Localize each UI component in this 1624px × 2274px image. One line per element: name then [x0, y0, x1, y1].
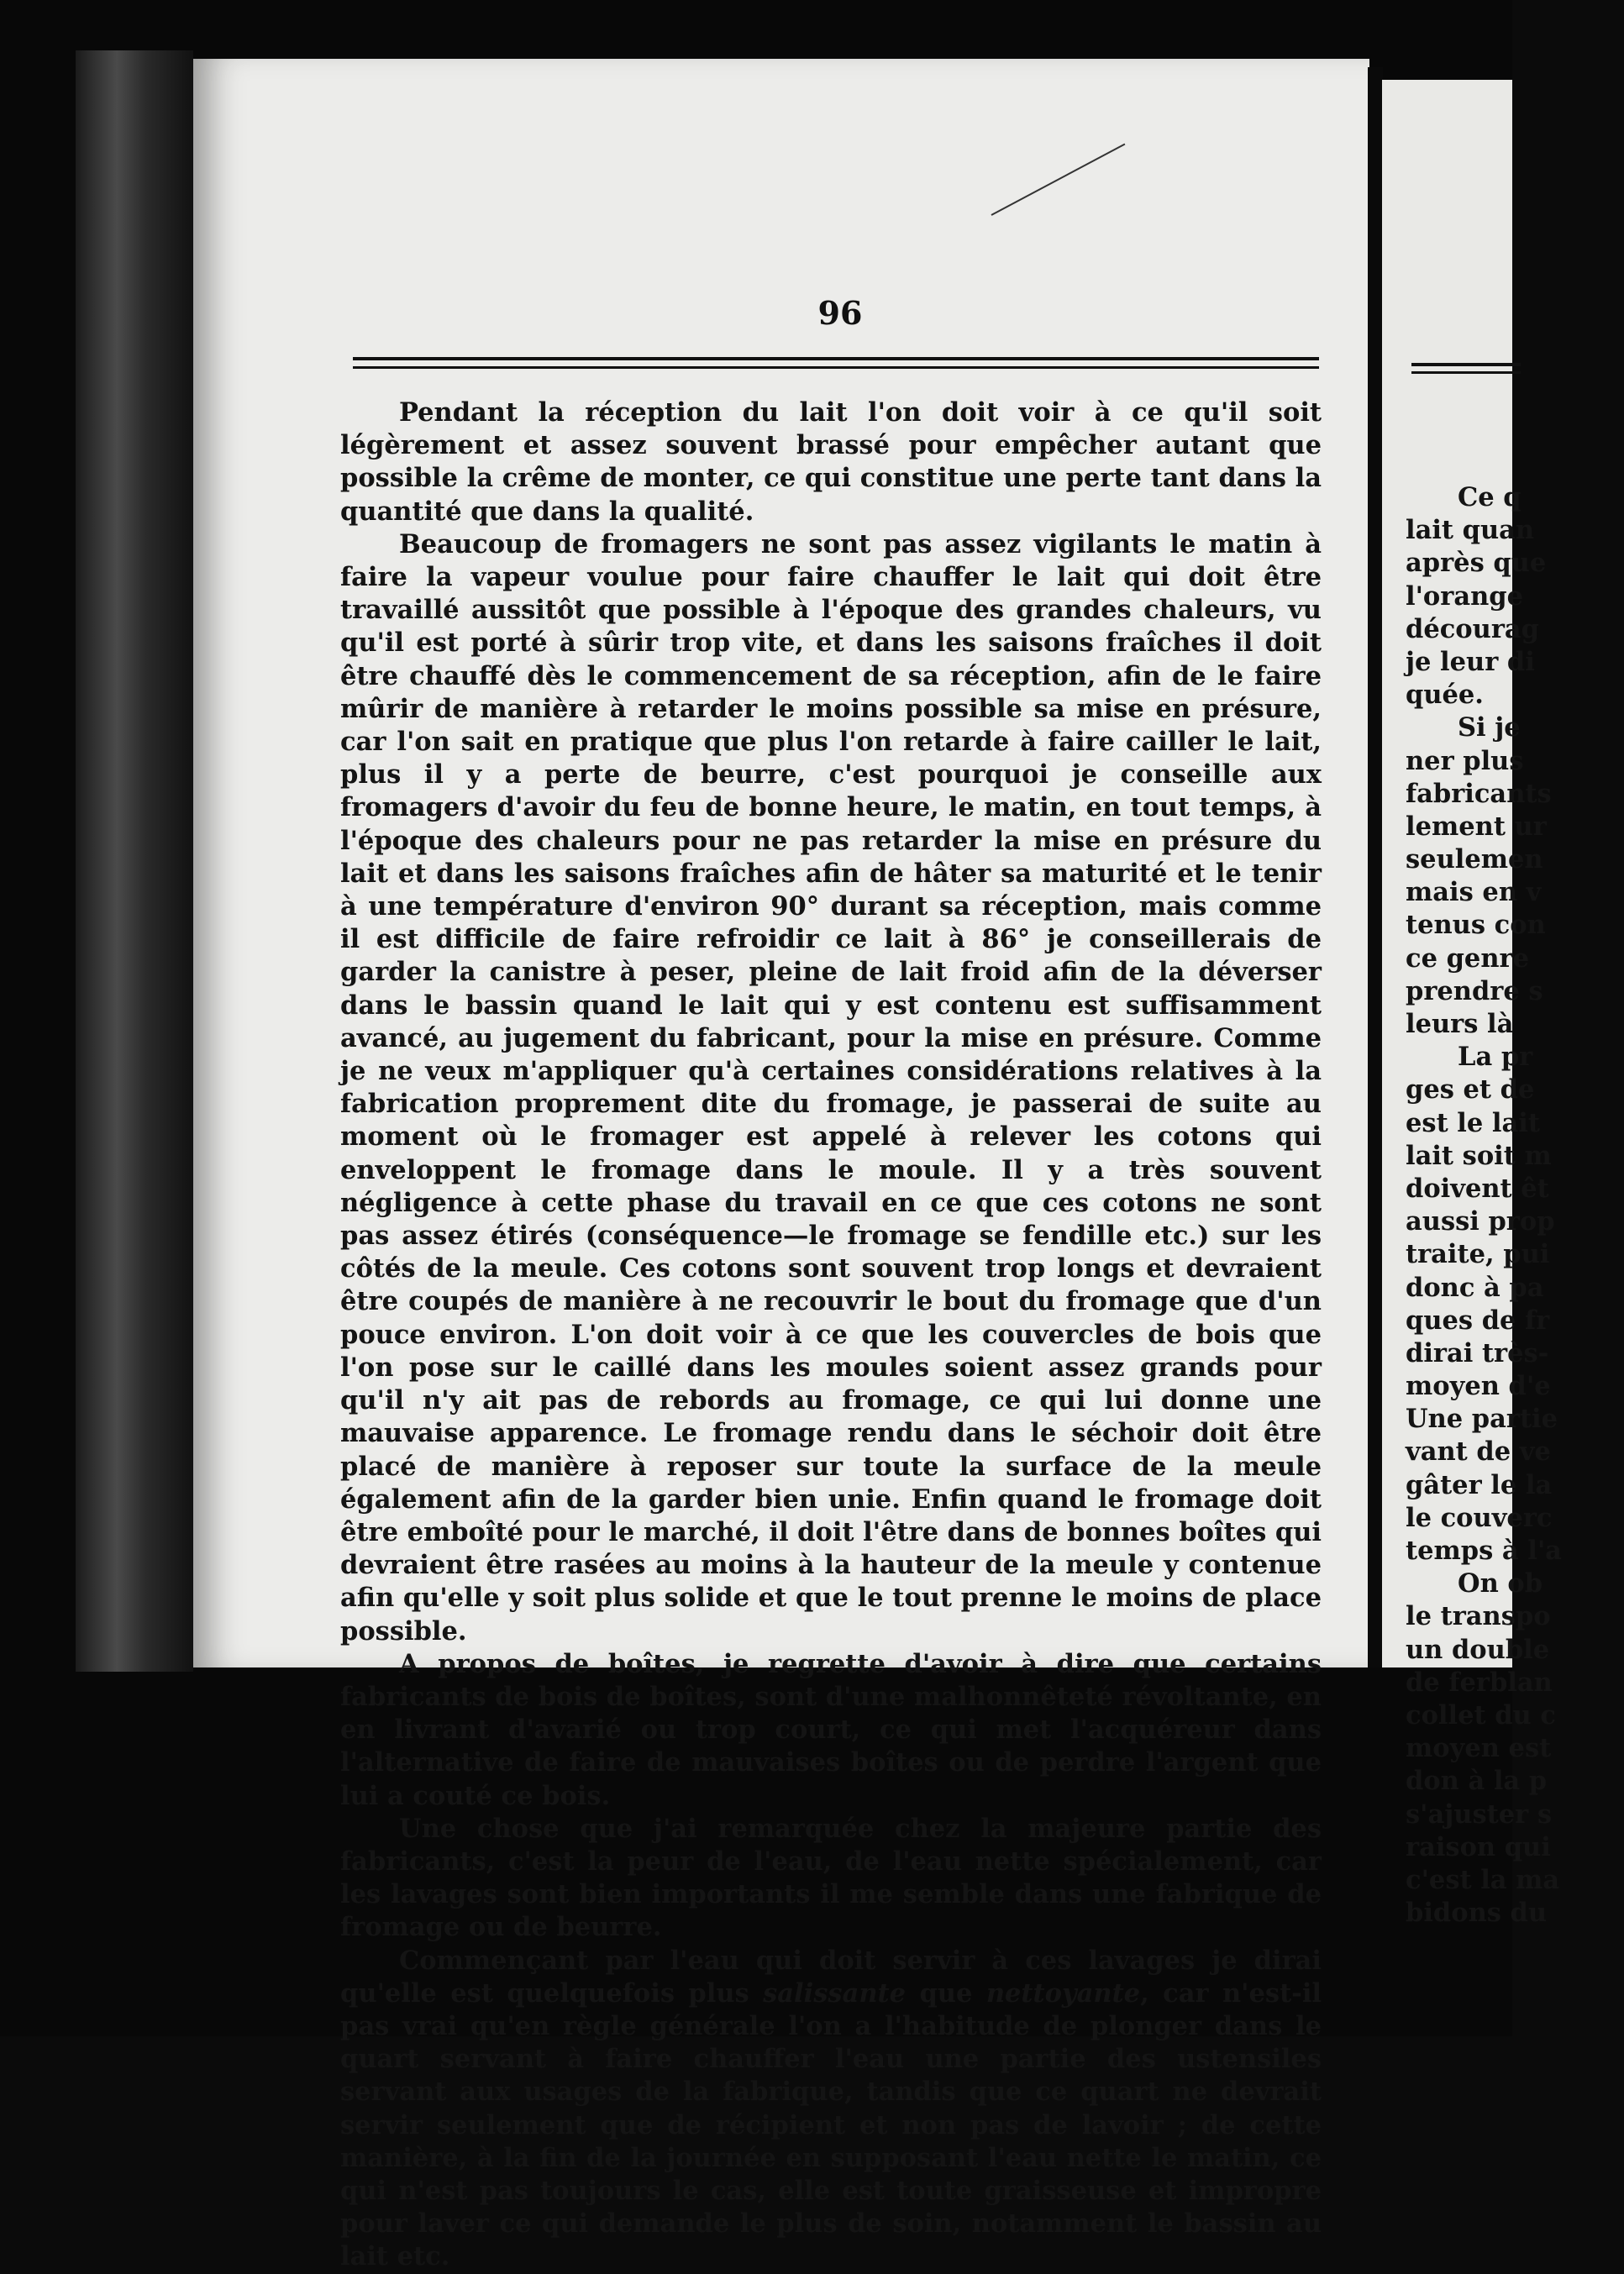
right-page-line: traite, pui: [1406, 1239, 1550, 1270]
header-rule: [353, 357, 1319, 360]
right-page-line: La pr: [1458, 1042, 1533, 1073]
right-page-line: moyen d'e: [1406, 1371, 1551, 1402]
right-page-line: dirai très-: [1406, 1337, 1549, 1368]
right-page-line: aussi prop: [1406, 1206, 1555, 1237]
right-page-line: de ferblan: [1406, 1667, 1553, 1698]
book-binding: [76, 50, 193, 1672]
right-page-line: Ce q: [1458, 482, 1522, 512]
right-page-line: gâter le la: [1406, 1469, 1553, 1500]
body-text: [340, 397, 1322, 2274]
right-page-line: un double: [1406, 1634, 1550, 1665]
right-page-line: donc à pa: [1406, 1272, 1544, 1303]
right-page-line: doivent êt: [1406, 1173, 1549, 1204]
italic-word: salissante: [763, 1977, 907, 2009]
right-page-line: ner plus: [1406, 745, 1524, 776]
right-page-line: On ob: [1458, 1568, 1543, 1599]
right-page-line: collet du c: [1406, 1699, 1556, 1730]
paragraph-text: , car n'est-il pas vrai qu'en règle générale l'on a l'habitude de plonger dans le quart servant à faire chauffer l'eau une partie des ustensiles servant aux usages de la fabrique, tandis que ce quart ne devrait servir seulement que de récipient et non pas de lavoir ; de cette manière, à la fin de la journée en supposant l'eau nette le matin, ce qui n'est pas toujours le cas, elle est toute graisseuse et impropre pour laver ce qui demande le plus de soin, notamment le bassin au lait etc.: [340, 1977, 1322, 2272]
right-page-line: lait soit m: [1406, 1140, 1552, 1171]
right-page-line: vant de ve: [1406, 1436, 1551, 1468]
paragraph: Une chose que j'ai remarquée chez la majeure partie des fabricants, c'est la peur de l'eau, de l'eau nette spécialement, car les lavages sont bien importants il me semble dans une fabrique de fromage ou de beurre.: [340, 1813, 1322, 1943]
header-rule-right: [1411, 363, 1521, 366]
right-page-text: [1406, 481, 1624, 1930]
right-page-line: leurs là: [1406, 1009, 1514, 1039]
right-page-line: le couverc: [1406, 1502, 1553, 1533]
paragraph: Beaucoup de fromagers ne sont pas assez vigilants le matin à faire la vapeur voulue pour faire chauffer le lait qui doit être travaillé aussitôt que possible à l'époque des grandes chaleurs, vu qu'il est porté à sûrir trop vite, et dans les saisons fraîches il doit être chauffé dès le commencement de sa réception, afin de le faire mûrir de manière à retarder le moins possible sa mise en présure, car l'on sait en pratique que plus l'on retarde à faire cailler le lait, plus il y a perte de beurre, c'est pourquoi je conseille aux fromagers d'avoir du feu de bonne heure, le matin, en tout temps, à l'époque des chaleurs pour ne pas retarder la mise en présure du lait et dans les saisons fraîches afin de hâter sa maturité et le tenir à une température d'environ 90° durant sa réception, mais comme il est difficile de faire refroidir ce lait à 86° je conseillerais de garder la canistre à peser, pleine de lait froid afin de la déverser dans le bassin quand le lait qui y est contenu est suffisamment avancé, au jugement du fabricant, pour la mise en présure. Comme je ne veux m'appliquer qu'à certaines considérations relatives à la fabrication proprement dite du fromage, je passerai de suite au moment où le fromager est appelé à relever les cotons qui enveloppent le fromage dans le moule. Il y a très souvent négligence à cette phase du travail en ce que ces cotons ne sont pas assez étirés (conséquence—le fromage se fendille etc.) sur les côtés de la meule. Ces cotons sont souvent trop longs et devraient être coupés de manière à ne recouvrir le bout du fromage que d'un pouce environ. L'on doit voir à ce que les couvercles de bois que l'on pose sur le caillé dans les moules soient assez grands pour qu'il n'y ait pas de rebords au fromage, ce qui lui donne une mauvaise apparence. Le fromage rendu dans le séchoir doit être placé de manière à reposer sur toute la surface de la meule également afin de la garder bien unie. Enfin quand le fromage doit être emboîté pour le marché, il doit l'être dans de bonnes boîtes qui devraient être rasées au moins à la hauteur de la meule y contenue afin qu'elle y soit plus solide et que le tout prenne le moins de place possible.: [340, 528, 1322, 1646]
right-page-line: tenus con: [1406, 910, 1546, 941]
paragraph: Pendant la réception du lait l'on doit voir à ce qu'il soit légèrement et assez souvent brassé pour empêcher autant que possible la crême de monter, ce qui constitue une perte tant dans la quantité que dans la qualité.: [340, 397, 1322, 527]
page-number: 96: [817, 294, 863, 332]
right-page-line: mais en v: [1406, 877, 1542, 908]
right-page-line: est le lait: [1406, 1107, 1540, 1138]
paragraph: [340, 1945, 1322, 2274]
header-rule-right-2: [1411, 371, 1521, 374]
right-page-line: l'orange: [1406, 580, 1524, 612]
right-page-line: Si je: [1458, 712, 1521, 743]
right-page-line: lait quan: [1406, 515, 1535, 546]
right-page-line: don à la p: [1406, 1766, 1548, 1797]
right-page-line: bidons du: [1406, 1898, 1548, 1929]
right-page-line: c'est la ma: [1406, 1864, 1560, 1895]
paragraph-text: que: [906, 1977, 986, 2009]
right-page-line: moyen est: [1406, 1733, 1552, 1764]
right-page-line: le transpo: [1406, 1601, 1551, 1632]
right-page-line: ce genre: [1406, 943, 1529, 974]
right-page-line: ques de fr: [1406, 1305, 1550, 1336]
right-page-line: ges et de: [1406, 1074, 1535, 1105]
header-rule-2: [353, 366, 1319, 369]
italic-word: nettoyante: [985, 1977, 1141, 2009]
right-page-line: raison qui: [1406, 1831, 1551, 1862]
right-page-line: seulemen: [1406, 844, 1543, 875]
right-page-line: lement ur: [1406, 811, 1547, 842]
right-page-line: temps à l'a: [1406, 1536, 1562, 1566]
right-page-line: quée.: [1406, 680, 1484, 711]
right-page-line: prendre s: [1406, 975, 1543, 1006]
right-page-line: je leur di: [1406, 646, 1535, 677]
right-page-line: après que: [1406, 548, 1547, 579]
paragraph: A propos de boîtes, je regrette d'avoir à dire que certains fabricants de bois de boîtes, sont d'une malhonnêteté révoltante, en en livrant d'avarié ou trop court, ce qui met l'acquéreur dans l'alternative de faire de mauvaises boîtes ou de perdre l'argent que lui a couté ce bois.: [340, 1648, 1322, 1811]
right-page-line: Une partie: [1406, 1404, 1558, 1435]
right-page-line: décourag: [1406, 613, 1539, 644]
right-page-line: fabricants: [1406, 778, 1552, 809]
paragraph-text: Commençant par l'eau qui doit servir à ces lavages je dirai qu'elle est quelquefois plus: [340, 1945, 1322, 2009]
right-page-line: s'ajuster s: [1406, 1799, 1553, 1830]
page-gutter: [1368, 67, 1383, 1667]
right-page: [1382, 80, 1562, 1929]
